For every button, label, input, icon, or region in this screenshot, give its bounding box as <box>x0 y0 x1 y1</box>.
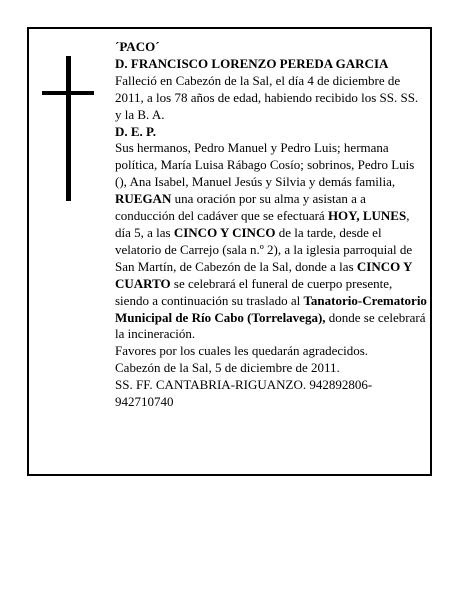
place-date-line: Cabezón de la Sal, 5 de diciembre de 2011. <box>115 360 340 376</box>
request-text-5: donde se celebrará la incineración. <box>115 309 426 342</box>
cinco-y-cinco-label: CINCO Y CINCO <box>173 224 276 240</box>
request-text-1: una oración por su alma y asistan a a conducción del cadáver que se efectuará <box>115 191 366 224</box>
hoy-lunes-label: HOY, LUNES <box>327 208 407 224</box>
tanatorio-label: Tanatorio-Crematorio Municipal de Río Cabo (Torrelavega), <box>115 292 427 325</box>
request-paragraph <box>115 191 427 343</box>
obituary-notice <box>27 27 432 476</box>
death-info: Falleció en Cabezón de la Sal, el día 4 de diciembre de 2011, a los 78 años de edad, habiendo recibido los SS. SS. y la B. A. <box>115 72 419 122</box>
ruegan-label: RUEGAN <box>115 191 172 207</box>
cross-horizontal-bar <box>42 91 94 95</box>
request-text-4: se celebrará el funeral de cuerpo presente, siendo a continuación su traslado al <box>115 275 393 308</box>
notice-text <box>115 39 427 411</box>
cinco-y-cuarto-label: CINCO Y CUARTO <box>115 258 412 291</box>
family-members: Sus hermanos, Pedro Manuel y Pedro Luis; hermana política, María Luisa Rábago Cosío; sobrinos, Pedro Luis (), Ana Isabel, Manuel Jesús y Silvia y demás familia, <box>115 140 415 190</box>
thanks-line: Favores por los cuales les quedarán agradecidos. <box>115 343 369 359</box>
request-text-2: , día 5, a las <box>115 208 410 240</box>
deceased-nickname: ´PACO´ <box>115 39 160 54</box>
funeral-home-line: SS. FF. CANTABRIA-RIGUANZO. 942892806-942710740 <box>115 377 373 410</box>
cross-icon <box>42 56 94 201</box>
dep-line: D. E. P. <box>115 123 157 139</box>
request-text-3: de la tarde, desde el velatorio de Carrejo (sala n.º 2), a la iglesia parroquial de San Martín, de Cabezón de la Sal, donde a las <box>115 224 413 274</box>
deceased-name: D. FRANCISCO LORENZO PEREDA GARCIA <box>115 55 389 71</box>
cross-vertical-bar <box>66 56 71 201</box>
